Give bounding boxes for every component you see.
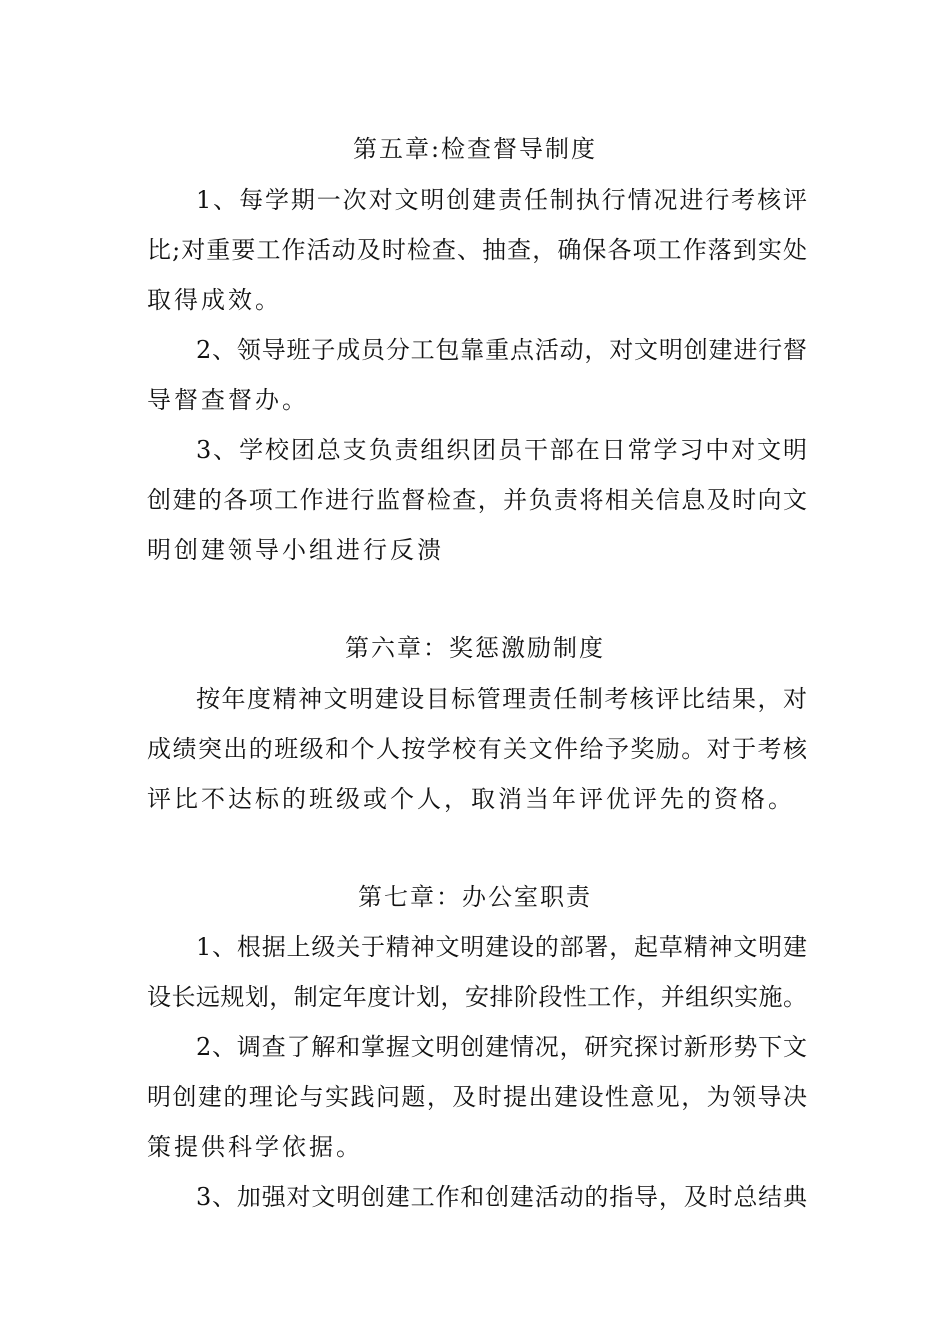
chapter-6-title: 第六章：奖惩激励制度: [345, 634, 605, 662]
chapter-5-line-1: 1、每学期一次对文明创建责任制执行情况进行考核评: [196, 186, 807, 214]
chapter-6-line-3: 评比不达标的班级或个人，取消当年评优评先的资格。: [147, 785, 795, 813]
chapter-7-title: 第七章：办公室职责: [358, 883, 592, 911]
chapter-7-line-4: 明创建的理论与实践问题，及时提出建设性意见，为领导决: [147, 1083, 807, 1111]
chapter-5-line-7: 创建的各项工作进行监督检查，并负责将相关信息及时向文: [147, 486, 807, 514]
chapter-5-line-2: 比;对重要工作活动及时检查、抽查，确保各项工作落到实处: [147, 236, 807, 264]
chapter-6-line-2: 成绩突出的班级和个人按学校有关文件给予奖励。对于考核: [147, 735, 807, 763]
chapter-5-line-4: 2、领导班子成员分工包靠重点活动，对文明创建进行督: [196, 336, 807, 364]
chapter-7-line-6: 3、加强对文明创建工作和创建活动的指导，及时总结典: [196, 1183, 807, 1211]
chapter-6-line-1: 按年度精神文明建设目标管理责任制考核评比结果，对: [196, 685, 807, 713]
chapter-7-line-1: 1、根据上级关于精神文明建设的部署，起草精神文明建: [196, 933, 807, 961]
chapter-5-line-8: 明创建领导小组进行反溃: [147, 536, 444, 564]
chapter-5-title: 第五章:检查督导制度: [352, 135, 598, 163]
chapter-5-line-3: 取得成效。: [147, 286, 282, 314]
chapter-7-line-2: 设长远规划，制定年度计划，安排阶段性工作，并组织实施。: [147, 983, 807, 1011]
chapter-7-line-3: 2、调查了解和掌握文明创建情况，研究探讨新形势下文: [196, 1033, 807, 1061]
chapter-5-line-5: 导督查督办。: [147, 386, 309, 414]
chapter-5-line-6: 3、学校团总支负责组织团员干部在日常学习中对文明: [196, 436, 807, 464]
chapter-7-line-5: 策提供科学依据。: [147, 1133, 363, 1161]
